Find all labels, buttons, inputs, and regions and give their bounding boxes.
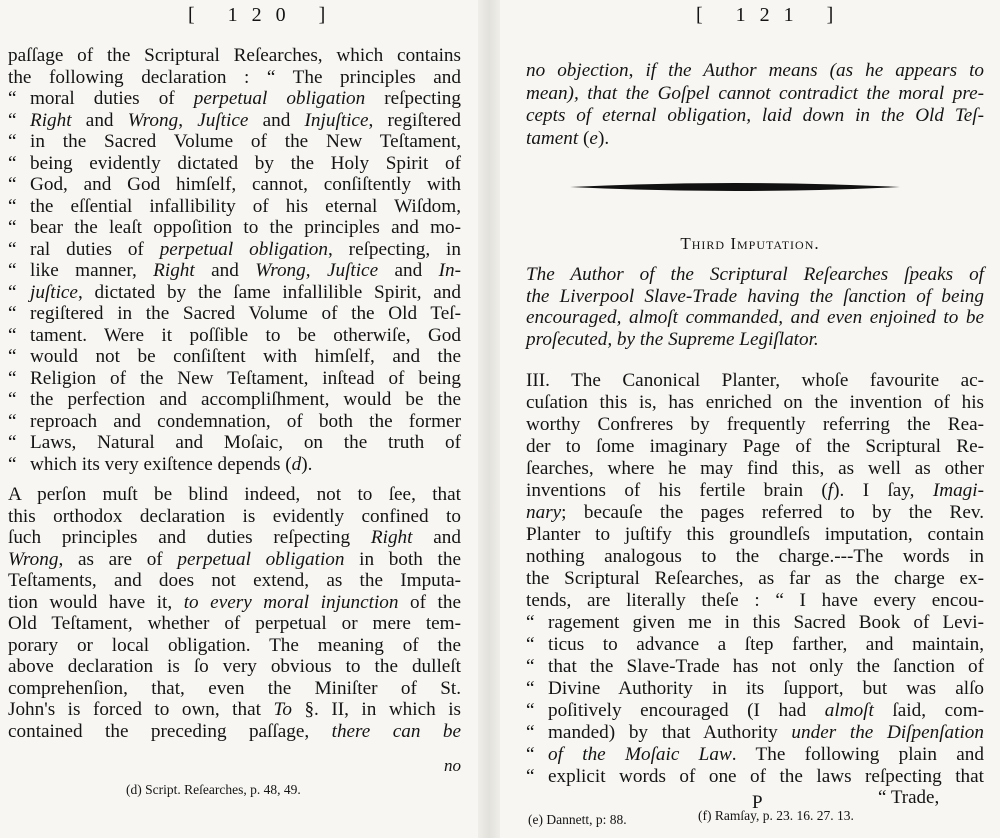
italic-text: Injuſtice [304,109,369,131]
text-line [526,286,984,308]
text-run: ſuch principles and duties reſpecting [8,527,371,548]
italic-text: perpetual obligation [193,88,366,109]
text-line [526,480,984,502]
italic-text: no objection [526,60,629,81]
text-line [526,766,984,788]
text-line [8,67,461,89]
text-line [526,436,984,458]
quote-mark: “ [8,88,17,109]
text-line [526,612,984,634]
right-page [500,0,1000,838]
text-run: ſearches, where he may find this, as well as other [526,458,984,479]
text-line [8,368,461,390]
italic-text: cepts of eternal obligation, laid down in the Old Teſ- [526,105,984,126]
italic-text: The Author of the Scriptural Reſearches ſpeaks of [526,264,984,285]
text-line [526,83,984,106]
text-run: and [248,109,305,131]
text-run: this orthodox declaration is evidently confined to [8,505,461,527]
text-run: , [178,109,198,131]
text-line [526,634,984,656]
italic-text: tament [526,127,579,149]
italic-text: if the Author means [645,60,818,81]
text-line [8,45,461,67]
text-run: of the [398,591,461,613]
italic-text: encouraged, almoſt commanded, and even enjoined to be [526,307,984,328]
text-run: tament. Were it poſſible to be otherwiſe, God [30,324,461,346]
text-run: like manner, [30,260,154,281]
text-run: and [412,527,461,548]
italic-text: Right [30,109,72,131]
text-run: Religion of the New Teſtament, inſtead of being [30,367,461,389]
text-line [8,217,461,239]
text-line [8,110,461,132]
last-line-end: “ Trade, [878,787,940,808]
footnote-d: (d) Script. Reſearches, p. 48, 49. [126,782,301,797]
text-run: ragement given me in this Sacred Book of Levi- [548,612,984,633]
italic-text: nary [526,502,562,523]
page-number: [ 121 ] [696,4,848,26]
italic-text: e [589,127,598,149]
text-line [8,174,461,196]
text-run: ticus to advance a ſtep farther, and maintain, [548,634,984,655]
text-line [8,131,461,153]
italic-text: Imagi- [932,480,984,501]
text-run: explicit words of one of the laws reſpecting that [548,766,984,787]
text-run: and [71,109,128,131]
text-line [526,264,984,286]
text-run: and [378,260,439,281]
quote-mark: “ [8,131,17,152]
italic-text: almoſt [824,700,874,721]
quote-mark: “ [8,367,17,389]
quote-mark: “ [8,453,17,475]
text-line [8,592,461,614]
text-run: that the Slave-Trade has not only the ſanction of [548,656,984,677]
text-run: tends, are literally theſe : “ I have every encou- [526,590,984,611]
text-line [8,239,461,261]
text-line [526,590,984,612]
italic-text: Juſtice [326,260,379,281]
text-run: Divine Authority in its ſupport, but was alſo [548,678,984,699]
text-run: , as are of [58,548,178,570]
italic-text: perpetual obligation [177,548,345,570]
text-line [8,454,461,476]
quote-mark: “ [526,766,535,787]
text-run: Teſtaments, and does not extend, as the Imputa- [8,570,461,591]
quote-mark: “ [8,238,17,260]
text-run: ſaid, com- [873,700,985,721]
text-run: moral duties of [30,88,194,109]
book-gutter [478,0,500,838]
text-run: , dictated by the ſame infallilible Spirit, and [77,281,461,303]
quote-mark: “ [526,678,535,699]
text-run: reproach and condemnation, of both the former [30,410,461,432]
text-line [8,389,461,411]
text-line [8,527,461,549]
quote-mark: “ [8,303,17,324]
text-run: paſſage of the Scriptural Reſearches, which contains [8,45,461,66]
italic-text: there can be [331,720,461,742]
italic-text: Juſtice [197,109,249,131]
footnote-e: (e) Dannett, p: 88. [528,812,627,827]
text-line [8,260,461,282]
italic-text: f [827,480,834,501]
text-line [8,656,461,678]
text-line [8,570,461,592]
text-run: ). I ſay, [833,480,933,501]
italic-text: Right [370,527,413,548]
text-line [526,656,984,678]
quote-mark: “ [8,432,17,453]
text-line [526,105,984,128]
text-run: the following declaration : “ The principles and [8,66,461,88]
text-line [526,414,984,436]
text-run: tion would have it, [8,591,184,613]
footnote-f: (f) Ramſay, p. 23. 16. 27. 13. [698,808,854,823]
text-line [526,128,984,151]
text-run: John's is forced to own, that [8,699,274,720]
left-page-text [8,45,461,742]
text-line [8,484,461,506]
quote-mark: “ [8,217,17,238]
text-run: §. II, in which is [291,699,461,720]
italic-text: juſtice [30,281,78,303]
text-run: , reſpecting, in [328,238,461,260]
quote-mark: “ [8,174,17,195]
text-run: inventions of his fertile brain ( [526,480,828,501]
quote-mark: “ [8,389,17,410]
body-text [526,370,984,788]
quote-mark: “ [526,612,535,633]
text-line [526,329,984,351]
quote-mark: “ [526,700,535,721]
quote-mark: “ [8,324,17,346]
italic-text: In- [438,260,461,281]
text-run: porary or local obligation. The meaning of the [8,634,461,656]
text-run: would not be conſiſtent with himſelf, and the [30,346,461,367]
italic-text: proſecuted, by the Supreme Legiſlator. [526,328,819,350]
italic-text: perpetual obligation [159,238,328,260]
text-run: the perfection and accompliſhment, would be the [30,389,461,410]
text-line [526,60,984,83]
text-line [526,370,984,392]
text-line [8,549,461,571]
quote-mark: “ [8,346,17,367]
italic-text: mean), that the Goſpel cannot contradict the moral pre- [526,82,984,104]
text-run: and [194,260,256,281]
italic-text: of the Moſaic Law [548,744,732,765]
text-line [8,635,461,657]
continuation-text [526,60,984,150]
quote-mark: “ [8,281,17,303]
text-run: contained the preceding paſſage, [8,720,332,742]
text-line [526,546,984,568]
text-line [526,744,984,766]
text-line [8,88,461,110]
italic-text: the Liverpool Slave-Trade having the ſanction of being [526,285,984,307]
text-run: poſitively encouraged (I had [548,700,825,721]
section-heading: Third Imputation. [680,234,820,253]
quote-mark: “ [526,634,535,655]
text-run: being evidently dictated by the Holy Spirit of [30,152,461,174]
text-run: A perſon muſt be blind indeed, not to ſee, that [8,484,461,505]
quote-mark: “ [8,260,17,281]
text-run: in both the [344,548,461,570]
text-run: . The following plain and [731,744,984,765]
text-line [8,325,461,347]
text-run: above declaration is ſo very obvious to the dulleſt [8,656,461,677]
page-number: [ 120 ] [188,4,340,26]
text-run: der to ſome imaginary Page of the Scriptural Re- [526,436,984,457]
italic-text: under the Diſpenſation [791,722,984,743]
signature-mark: P [752,792,763,813]
text-run: ( [578,127,590,149]
text-line [8,721,461,743]
italic-text: d [291,453,302,475]
text-run: bear the leaſt oppoſition to the principles and mo- [30,217,461,238]
left-page [0,0,478,838]
text-line [526,678,984,700]
text-run: which its very exiſtence depends ( [30,453,292,475]
text-run: the Scriptural Reſearches, as far as the charge ex- [526,568,984,589]
italic-text: Wrong [255,260,306,281]
text-run: ral duties of [30,238,160,260]
text-run: ). [597,127,610,149]
text-line [8,153,461,175]
text-run: , regiſtered [368,109,461,131]
text-run: Old Teſtament, whether of perpetual or mere tem- [8,613,461,634]
italic-text: (as he appears to [817,60,985,81]
text-run: regiſtered in the Sacred Volume of the Old Teſ- [30,303,461,324]
text-line [8,678,461,700]
catchword: no [444,756,461,775]
text-run: manded) by that Authority [548,722,792,743]
text-line [8,506,461,528]
text-run: ). [301,453,313,475]
text-run: III. The Canonical Planter, whoſe favourite ac- [526,370,984,391]
text-line [526,700,984,722]
text-line [526,568,984,590]
text-run: comprehenſion, that, even the Miniſter of St. [8,677,461,699]
quote-mark: “ [526,744,535,765]
ornamental-rule [570,181,900,193]
text-run: ; becauſe the pages referred to by the Rev. [561,502,984,523]
text-run: , [305,260,327,281]
quote-mark: “ [8,152,17,174]
text-line [526,392,984,414]
imputation-summary [526,264,984,350]
italic-text: To [273,699,292,720]
text-line [8,411,461,433]
text-run: , [628,60,646,81]
text-run: God, and God himſelf, cannot, conſiſtently with [30,174,461,195]
text-line [526,722,984,744]
text-line [8,699,461,721]
text-line [526,458,984,480]
text-run: Planter to juſtify this groundleſs imputation, contain [526,524,984,545]
quote-mark: “ [8,410,17,432]
italic-text: Wrong [127,109,179,131]
quote-mark: “ [526,656,535,677]
text-run: cuſation this is, has enriched on the invention of his [526,392,984,413]
text-run: nothing analogous to the charge.---The words in [526,546,984,567]
text-line [8,613,461,635]
text-line [8,282,461,304]
text-line [526,524,984,546]
text-run: worthy Confreres by frequently referring the Rea- [526,414,984,435]
quote-mark: “ [526,722,535,743]
italic-text: Right [153,260,195,281]
text-run: Laws, Natural and Moſaic, on the truth of [30,432,461,453]
text-line [8,196,461,218]
text-line [526,307,984,329]
italic-text: Wrong [8,548,59,570]
italic-text: to every moral injunction [183,591,399,613]
quote-mark: “ [8,109,17,131]
text-line [8,346,461,368]
text-run: in the Sacred Volume of the New Teſtament, [30,131,461,152]
paragraph-gap [8,475,461,484]
text-run: the eſſential infallibility of his eternal Wiſdom, [30,195,461,217]
text-run: reſpecting [365,88,461,109]
text-line [8,303,461,325]
quote-mark: “ [8,195,17,217]
text-line [8,432,461,454]
text-line [526,502,984,524]
